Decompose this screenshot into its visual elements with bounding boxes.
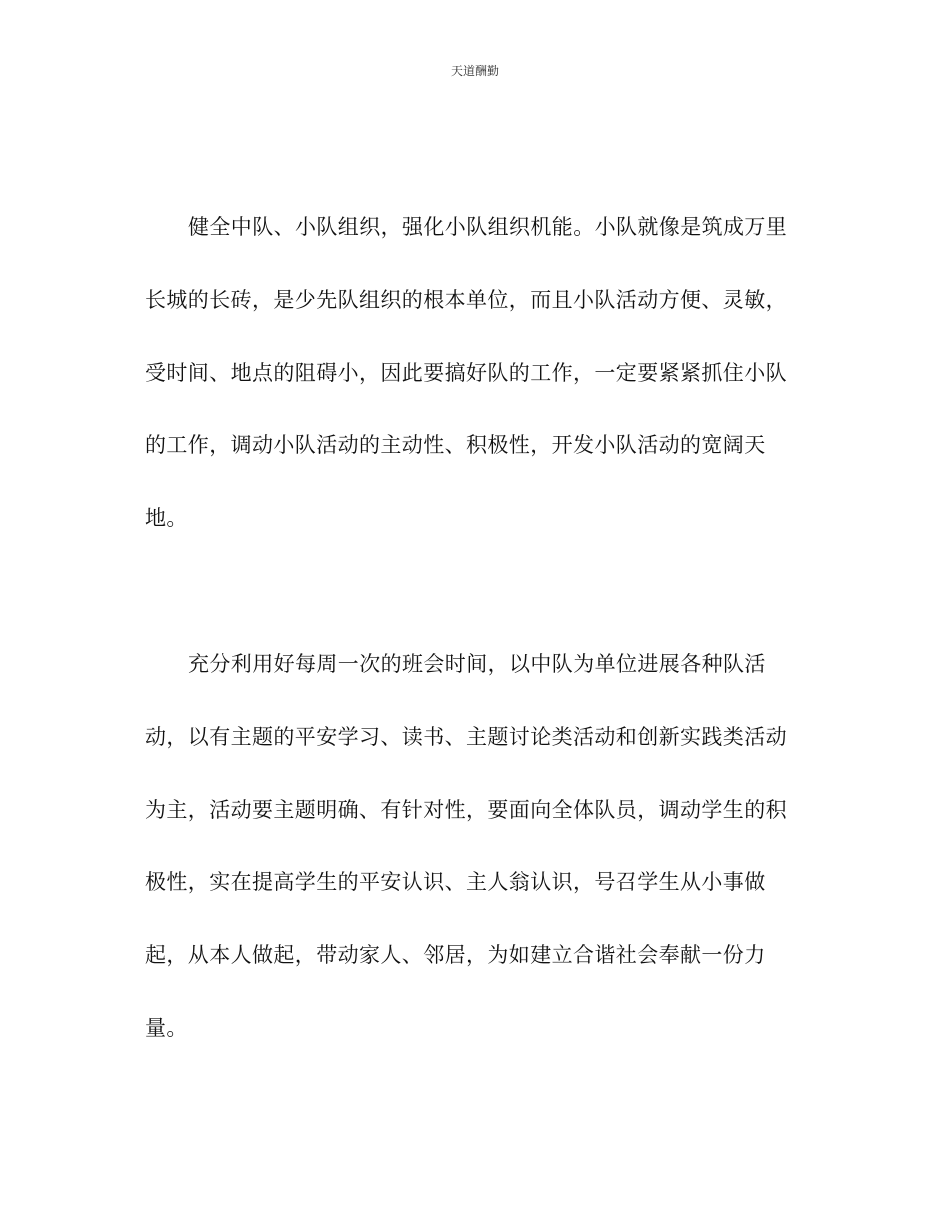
paragraph-line: 起，从本人做起，带动家人、邻居，为如建立合谐社会奉献一份力 <box>145 943 766 968</box>
paragraph-line: 极性，实在提高学生的平安认识、主人翁认识，号召学生从小事做 <box>145 870 766 895</box>
paragraph-line: 地。 <box>145 506 188 531</box>
page-header: 天道酬勤 <box>450 64 499 78</box>
paragraph-line: 量。 <box>145 1015 188 1040</box>
paragraph-spacer <box>145 571 810 644</box>
paragraph-line: 充分利用好每周一次的班会时间，以中队为单位进展各种队活 <box>188 651 766 676</box>
paragraph-line: 的工作，调动小队活动的主动性、积极性，开发小队活动的宽阔天 <box>145 433 766 458</box>
paragraph-line: 长城的长砖，是少先队组织的根本单位，而且小队活动方便、灵敏， <box>145 287 787 312</box>
paragraph-line: 动，以有主题的平安学习、读书、主题讨论类活动和创新实践类活动 <box>145 724 787 749</box>
paragraph-2 <box>145 644 810 1081</box>
document-body <box>145 207 810 1081</box>
paragraph-line: 为主，活动要主题明确、有针对性，要面向全体队员，调动学生的积 <box>145 797 787 822</box>
paragraph-1 <box>145 207 810 571</box>
paragraph-line: 受时间、地点的阻碍小，因此要搞好队的工作，一定要紧紧抓住小队 <box>145 360 787 385</box>
paragraph-line: 健全中队、小队组织，强化小队组织机能。小队就像是筑成万里 <box>188 215 788 239</box>
